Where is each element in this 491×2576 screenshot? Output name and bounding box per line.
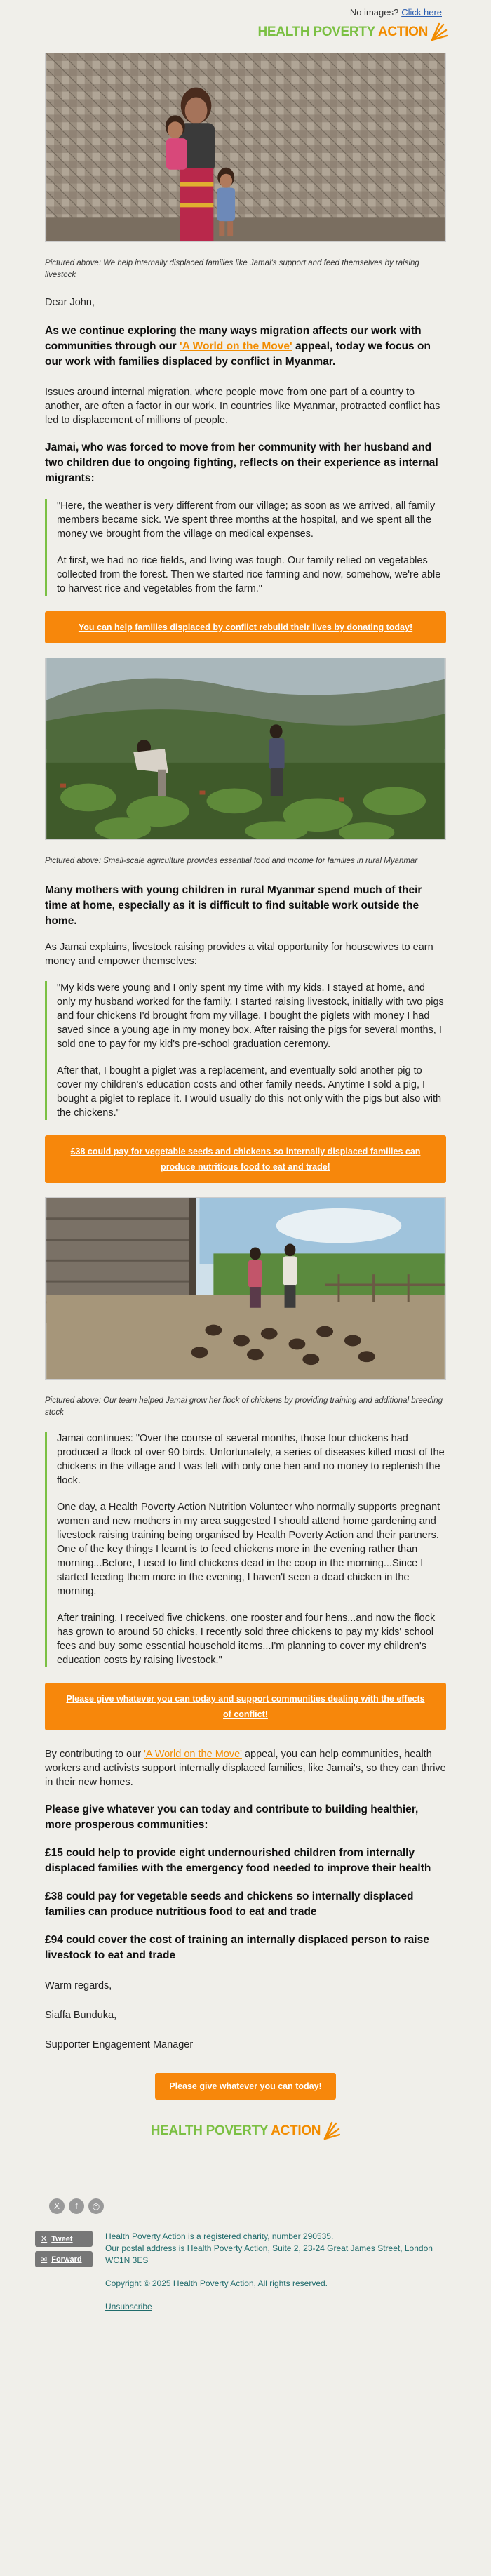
share-buttons [35, 2231, 93, 2313]
instagram-icon[interactable]: ◎ [88, 2198, 104, 2214]
jamai-quote-1 [45, 499, 446, 596]
ask-item-15: £15 could help to provide eight undernourished children from internally displaced families with the emergency food needed to improve their health [45, 1847, 431, 1874]
facebook-icon[interactable]: f [69, 2198, 84, 2214]
no-images-text: No images? [349, 7, 399, 18]
photo-caption-3: Pictured above: Our team helped Jamai grow her flock of chickens by providing training and additional breeding stock [45, 1396, 443, 1417]
logo-wordmark: HEALTH POVERTY ACTION [257, 25, 428, 39]
signer-title: Supporter Engagement Manager [45, 2039, 194, 2050]
jamai-intro: Jamai, who was forced to move from her community with her husband and two children due to ongoing fighting, reflects on their experience as internal migrants: [45, 441, 438, 484]
envelope-icon: ✉ [41, 2255, 48, 2264]
mothers-paragraph: Many mothers with young children in rural Myanmar spend much of their time at home, especially as it is difficult to find suitable work outside the home. [45, 884, 422, 927]
social-links [0, 2198, 491, 2214]
hero-photo-mother-children [45, 53, 446, 242]
jamai-quote-3 [45, 1432, 446, 1667]
no-images-bar [0, 0, 491, 18]
quote-paragraph: "My kids were young and I only spent my time with my kids. I stayed at home, and only my husband worked for the family. I started raising livestock, initially with two pigs and four chickens I'd brought from my village. I bought the piglets with money I had saved since a young age in my money box. After raising the pigs for several months, I sold one to pay for my kid's pre-school graduation ceremony. [57, 982, 444, 1050]
signoff: Warm regards, [45, 1980, 112, 1991]
donate-cta-button-1[interactable]: You can help families displaced by conflict rebuild their lives by donating today! [45, 611, 446, 643]
quote-paragraph: "Here, the weather is very different from our village; as soon as we arrived, all family members became sick. We spent three months at the hospital, and we spent all the money we brought from the village on medical expenses. [57, 500, 436, 540]
photo-caption-2: Pictured above: Small-scale agriculture provides essential food and income for families in rural Myanmar [45, 857, 418, 865]
lead-paragraph: As we continue exploring the many ways migration affects our work with communities through our 'A World on the Move' appeal, today we focus on our work with families displaced by conflict in Myanmar. [45, 325, 431, 368]
donate-cta-button-3[interactable]: Please give whatever you can today and support communities dealing with the effects of conflict! [45, 1683, 446, 1730]
greeting: Dear John, [45, 297, 95, 308]
quote-paragraph: After that, I bought a piglet was a replacement, and eventually sold another pig to cover my children's education costs and other family needs. Anytime I sold a pig, I bought a piglet to replace it. I would usually do this not only with the pigs but also with the chickens." [57, 1065, 442, 1119]
quote-paragraph: Jamai continues: "Over the course of several months, those four chickens had produced a flock of over 90 birds. Unfortunately, a series of diseases killed most of the chickens in the village and I was left with only one hen and no money to replenish the flock. [57, 1433, 445, 1486]
signer-name: Siaffa Bunduka, [45, 2010, 117, 2021]
postal-address: Our postal address is Health Poverty Action, Suite 2, 23-24 Great James Street, London WC1N 3ES [105, 2243, 433, 2265]
quote-paragraph: One day, a Health Poverty Action Nutrition Volunteer who normally supports pregnant women and new mothers in my area suggested I should attend home gardening and livestock raising training being organised by Health Poverty Action and their partners. One of the key things I learnt is to feed chickens more in the evening rather than morning...Before, I used to find chickens dead in the coop in the morning...Since I started feeding them more in the evening, I haven't seen a dead chicken in the morning. [57, 1502, 440, 1597]
footer [0, 2214, 491, 2313]
photo-farming-field [45, 658, 446, 840]
footer-logo-sunburst-icon [322, 2121, 340, 2142]
footer-logo[interactable] [45, 2100, 446, 2142]
forward-button[interactable]: ✉ Forward [35, 2251, 93, 2267]
ask-heading: Please give whatever you can today and contribute to building healthier, more prosperous communities: [45, 1803, 419, 1831]
world-on-the-move-link[interactable]: 'A World on the Move' [180, 340, 292, 352]
footer-logo-wordmark: HEALTH POVERTY ACTION [150, 2123, 321, 2138]
world-on-the-move-link-2[interactable]: 'A World on the Move' [144, 1749, 242, 1760]
copyright: Copyright © 2025 Health Poverty Action, All rights reserved. [105, 2278, 328, 2288]
photo-chickens-yard [45, 1197, 446, 1380]
x-twitter-icon[interactable]: X [49, 2198, 65, 2214]
livestock-paragraph: As Jamai explains, livestock raising provides a vital opportunity for housewives to earn money and empower themselves: [45, 942, 433, 967]
donate-cta-button-2[interactable]: £38 could pay for vegetable seeds and chickens so internally displaced families can produce nutritious food to eat and trade! [45, 1135, 446, 1183]
footer-info [105, 2231, 442, 2313]
charity-number: Health Poverty Action is a registered charity, number 290535. [105, 2231, 334, 2241]
closing-paragraph: By contributing to our 'A World on the Move' appeal, you can help communities, health workers and activists support internally displaced families, like Jamai's, so they can thrive in their new homes. [45, 1749, 446, 1788]
quote-paragraph: After training, I received five chickens, one rooster and four hens...and now the flock has grown to around 50 chicks. I recently sold three chickens to pay my kids' school fees and buy some essential household items...I'm planning to cover my children's education costs by raising livestock." [57, 1613, 436, 1666]
header-logo[interactable] [0, 18, 491, 43]
jamai-quote-2 [45, 981, 446, 1120]
logo-sunburst-icon [429, 22, 448, 43]
ask-item-94: £94 could cover the cost of training an internally displaced person to raise livestock to eat and trade [45, 1934, 429, 1961]
click-here-link[interactable]: Click here [401, 7, 442, 18]
quote-paragraph: At first, we had no rice fields, and living was tough. Our family relied on vegetables collected from the forest. Then we started rice farming and now, somehow, we're able to harvest rice and vegetables from the farm." [57, 555, 441, 594]
tweet-button[interactable]: ✕ Tweet [35, 2231, 93, 2247]
donate-cta-button-4[interactable]: Please give whatever you can today! [155, 2073, 335, 2100]
unsubscribe-link[interactable]: Unsubscribe [105, 2302, 152, 2311]
photo-caption-1: Pictured above: We help internally displaced families like Jamai's support and feed themselves by raising livestock [45, 259, 419, 279]
intro-paragraph: Issues around internal migration, where people move from one part of a country to another, are often a factor in our work. In countries like Myanmar, protracted conflict has led to displacement of millions of people. [45, 387, 440, 426]
x-icon: ✕ [41, 2235, 48, 2243]
ask-item-38: £38 could pay for vegetable seeds and chickens so internally displaced families can produce nutritious food to eat and trade [45, 1890, 414, 1918]
